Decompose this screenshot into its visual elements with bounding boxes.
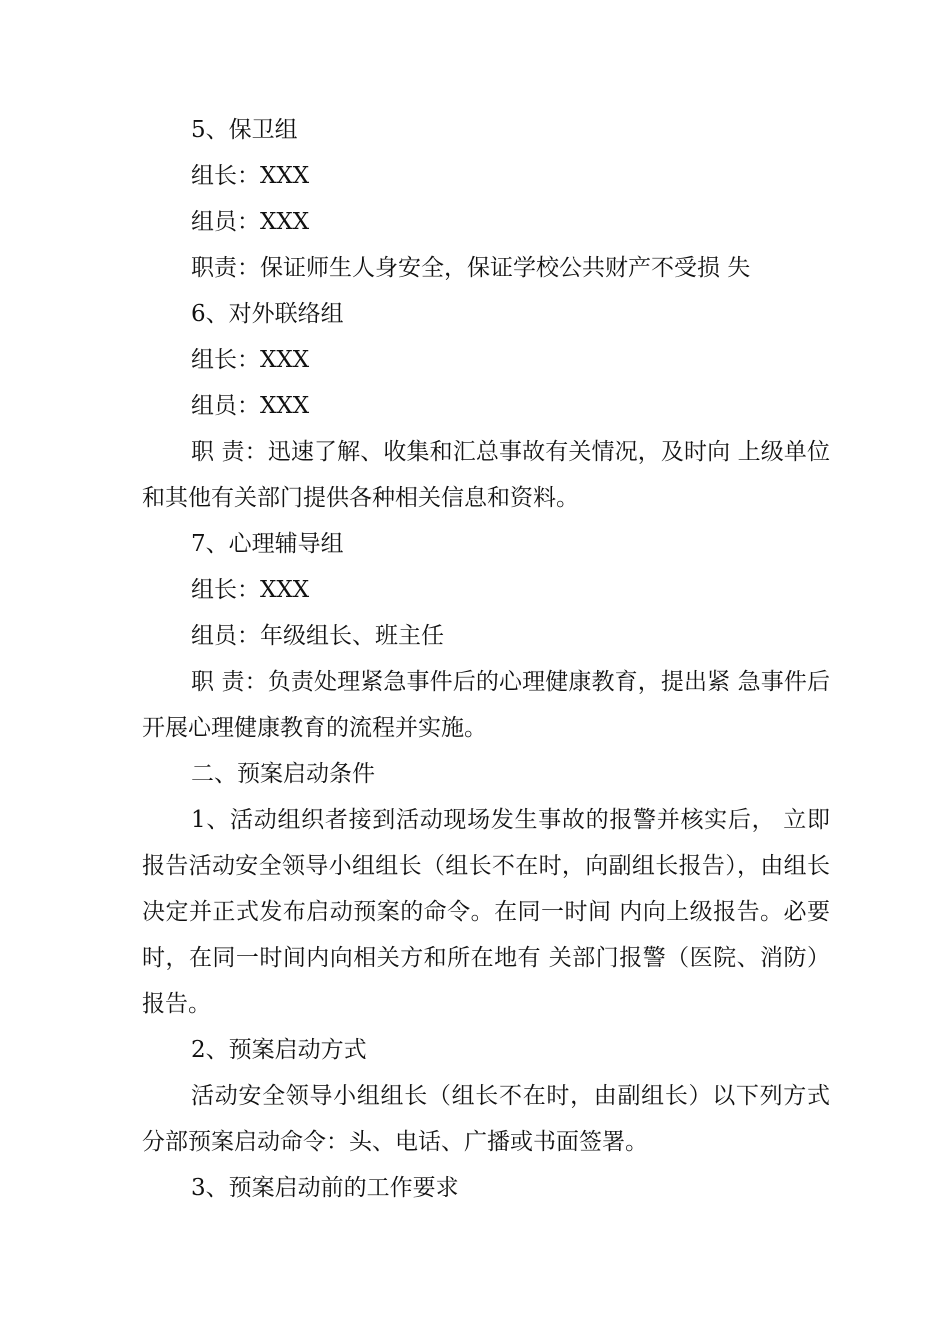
security-group-duty: 职责：保证师生人身安全，保证学校公共财产不受损 失 <box>191 255 751 281</box>
security-group-leader: 组长：XXX <box>191 163 310 189</box>
activation-condition-paragraph: 1、活动组织者接到活动现场发生事故的报警并核实后， 立即报告活动安全领导小组组长（组长不在时，向副组长报告），由组长决定并正式发布启动预案的命令。在同一时间 内向上级报告。必要时，在同一时间内向相关方和所在地有 关部门报警（医院、消防）报告。 <box>142 807 830 1017</box>
psychology-group-duty: 职 责：负责处理紧急事件后的心理健康教育，提出紧 急事件后开展心理健康教育的流程并实施。 <box>142 669 830 741</box>
heading-activation-method: 2、预案启动方式 <box>191 1037 367 1063</box>
security-group-members: 组员：XXX <box>191 209 310 235</box>
psychology-group-members: 组员：年级组长、班主任 <box>191 623 444 649</box>
liaison-group-leader: 组长：XXX <box>191 347 310 373</box>
heading-liaison-group: 6、对外联络组 <box>191 301 344 327</box>
liaison-group-duty: 职 责：迅速了解、收集和汇总事故有关情况，及时向 上级单位和其他有关部门提供各种相关信息和资料。 <box>142 439 830 511</box>
section-heading-activation-conditions: 二、预案启动条件 <box>191 761 375 787</box>
heading-security-group: 5、保卫组 <box>191 117 298 143</box>
heading-pre-activation-requirements: 3、预案启动前的工作要求 <box>191 1175 459 1201</box>
activation-method-paragraph: 活动安全领导小组组长（组长不在时，由副组长）以下列方式分部预案启动命令：头、电话、广播或书面签署。 <box>142 1083 830 1155</box>
heading-psychology-group: 7、心理辅导组 <box>191 531 344 557</box>
liaison-group-members: 组员：XXX <box>191 393 310 419</box>
psychology-group-leader: 组长：XXX <box>191 577 310 603</box>
document-body <box>142 107 830 1211</box>
